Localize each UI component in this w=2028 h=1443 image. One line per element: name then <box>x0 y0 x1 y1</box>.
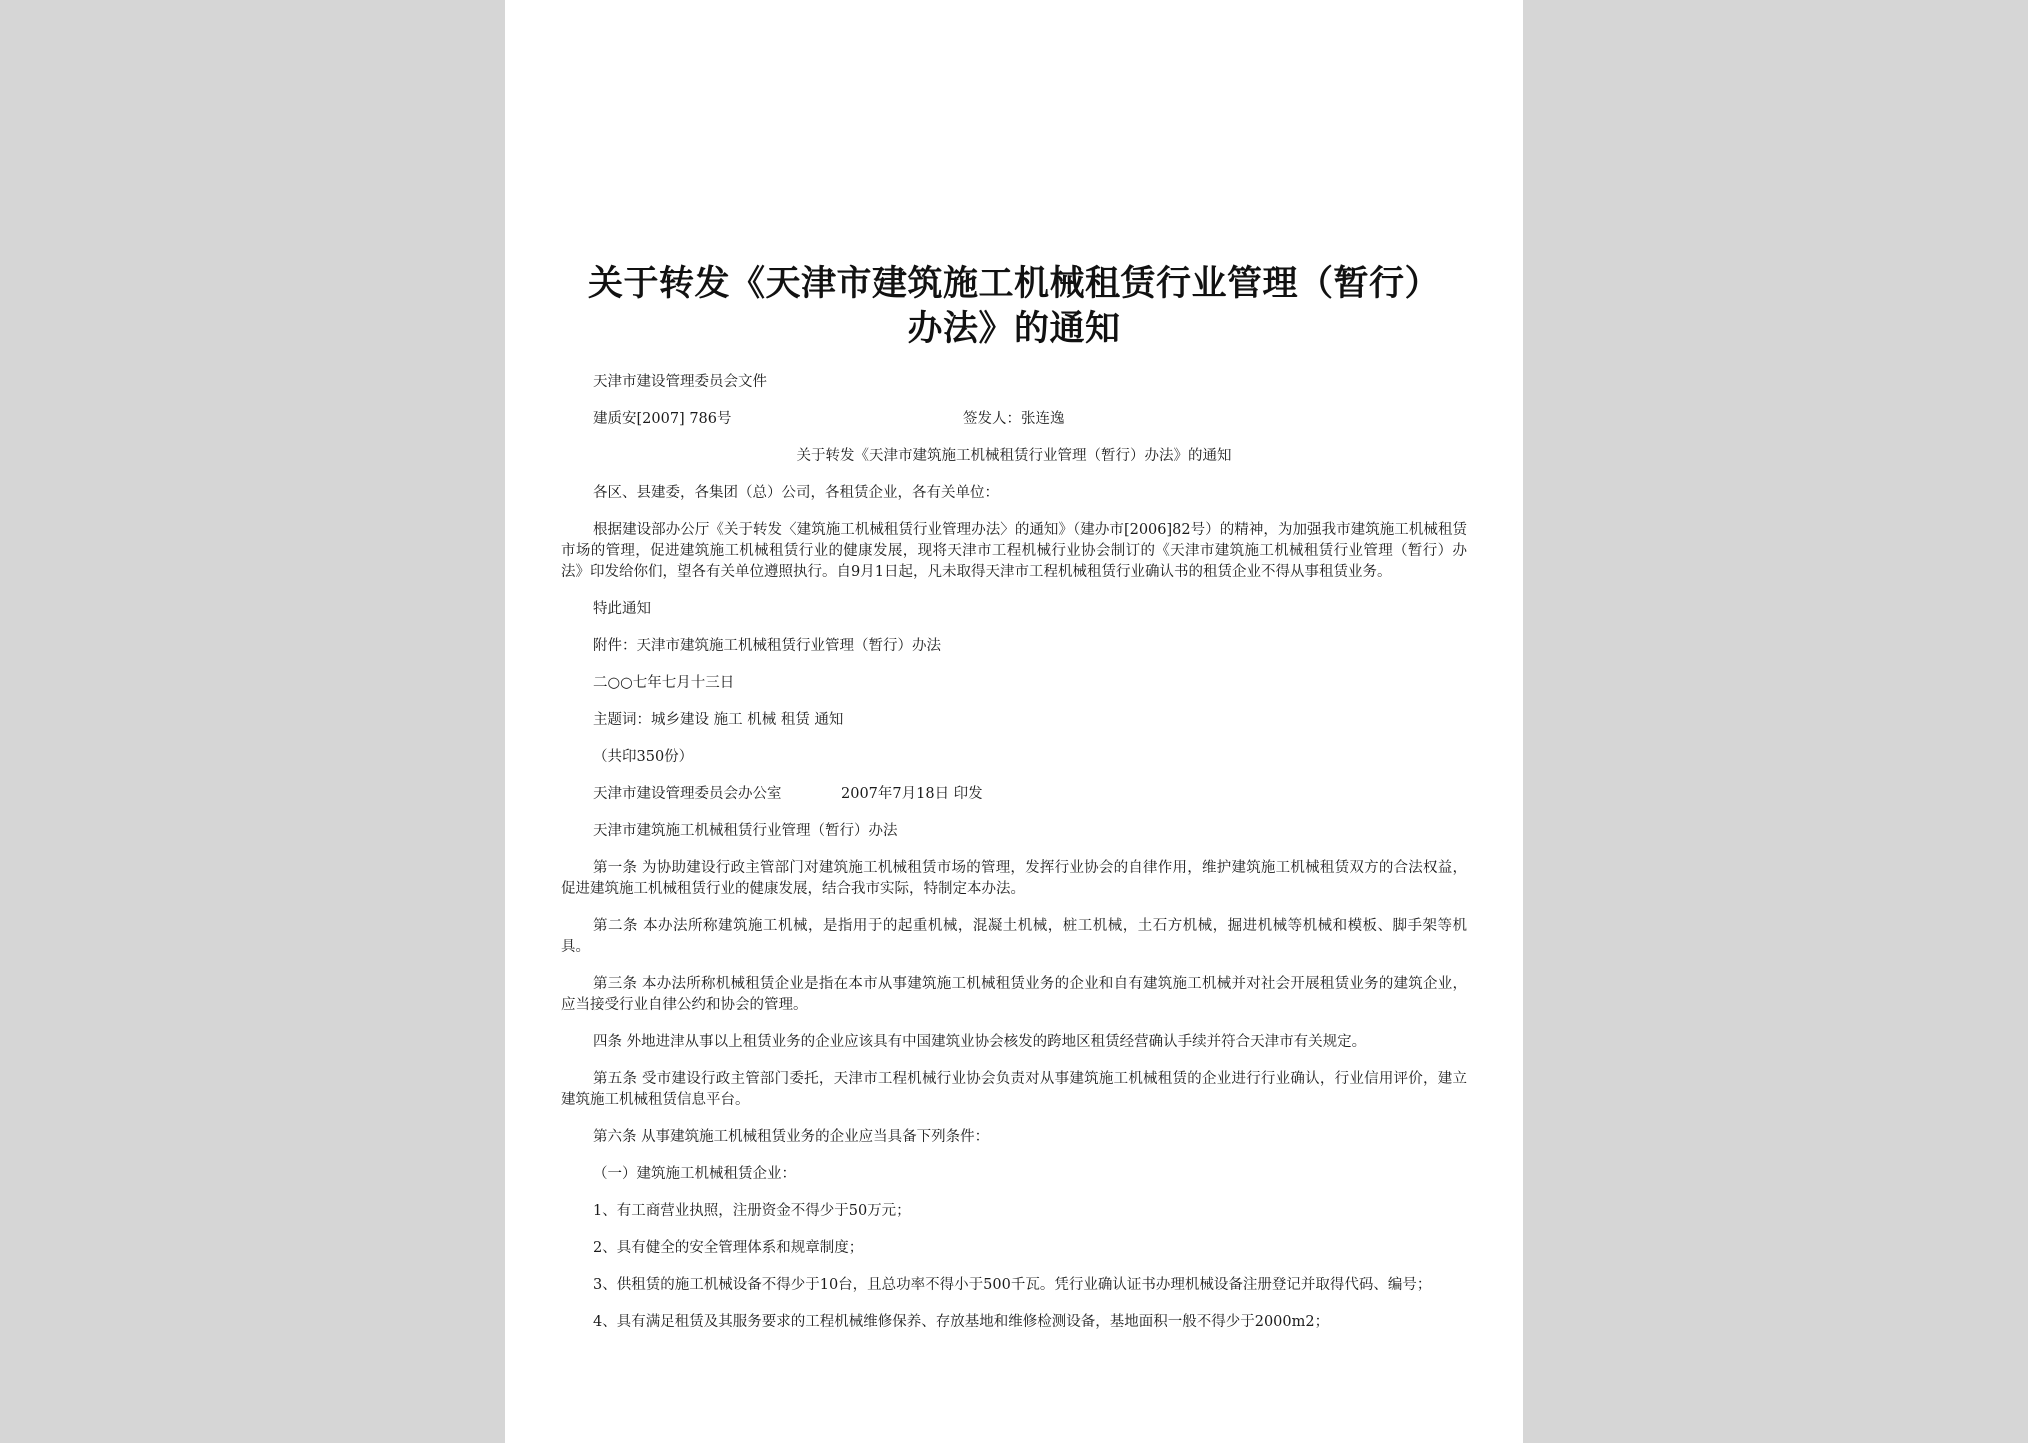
attachment-line: 附件：天津市建筑施工机械租赁行业管理（暂行）办法 <box>593 638 941 654</box>
notice-line: 特此通知 <box>593 601 651 617</box>
keywords-line: 主题词：城乡建设 施工 机械 租赁 通知 <box>593 712 844 728</box>
print-row <box>561 784 1467 805</box>
article-5: 第五条 受市建设行政主管部门委托，天津市工程机械行业协会负责对从事建筑施工机械租赁的企业进行行业确认，行业信用评价，建立建筑施工机械租赁信息平台。 <box>561 1071 1467 1108</box>
article-2: 第二条 本办法所称建筑施工机械，是指用于的起重机械，混凝土机械，桩工机械，土石方机械，掘进机械等机械和模板、脚手架等机具。 <box>561 918 1467 955</box>
document-title <box>561 262 1467 352</box>
doc-number-row <box>561 409 1467 430</box>
condition-1: 1、有工商营业执照，注册资金不得少于50万元； <box>593 1203 911 1219</box>
copies-line: （共印350份） <box>593 749 694 765</box>
body-paragraph: 根据建设部办公厅《关于转发〈建筑施工机械租赁行业管理办法〉的通知》（建办市[2006]82号）的精神，为加强我市建筑施工机械租赁市场的管理，促进建筑施工机械租赁行业的健康发展，现将天津市工程机械行业协会制订的《天津市建筑施工机械租赁行业管理（暂行）办法》印发给你们，望各有关单位遵照执行。自9月1日起，凡未取得天津市工程机械租赁行业确认书的租赁企业不得从事租赁业务。 <box>561 522 1467 580</box>
document-content <box>561 262 1467 1349</box>
print-date: 2007年7月18日 印发 <box>841 786 983 802</box>
condition-3: 3、供租赁的施工机械设备不得少于10台，且总功率不得小于500千瓦。凭行业确认证书办理机械设备注册登记并取得代码、编号； <box>593 1277 1432 1293</box>
issuer-line: 天津市建设管理委员会文件 <box>593 374 767 390</box>
article-3: 第三条 本办法所称机械租赁企业是指在本市从事建筑施工机械租赁业务的企业和自有建筑施工机械并对社会开展租赁业务的建筑企业，应当接受行业自律公约和协会的管理。 <box>561 976 1467 1013</box>
print-office: 天津市建设管理委员会办公室 <box>593 786 782 802</box>
article-1: 第一条 为协助建设行政主管部门对建筑施工机械租赁市场的管理，发挥行业协会的自律作用，维护建筑施工机械租赁双方的合法权益，促进建筑施工机械租赁行业的健康发展，结合我市实际，特制定本办法。 <box>561 860 1467 897</box>
condition-2: 2、具有健全的安全管理体系和规章制度； <box>593 1240 864 1256</box>
signer: 签发人：张连逸 <box>963 411 1065 427</box>
subtitle: 关于转发《天津市建筑施工机械租赁行业管理（暂行）办法》的通知 <box>796 448 1232 464</box>
date-line: 二○○七年七月十三日 <box>593 675 735 691</box>
document-page <box>505 0 1523 1443</box>
condition-heading: （一）建筑施工机械租赁企业： <box>593 1166 796 1182</box>
article-6: 第六条 从事建筑施工机械租赁业务的企业应当具备下列条件： <box>593 1129 990 1145</box>
title-line-2: 办法》的通知 <box>907 309 1121 349</box>
doc-number: 建质安[2007] 786号 <box>593 411 732 427</box>
article-4: 四条 外地进津从事以上租赁业务的企业应该具有中国建筑业协会核发的跨地区租赁经营确认手续并符合天津市有关规定。 <box>593 1034 1367 1050</box>
measure-title: 天津市建筑施工机械租赁行业管理（暂行）办法 <box>593 823 898 839</box>
title-line-1: 关于转发《天津市建筑施工机械租赁行业管理（暂行） <box>587 264 1440 304</box>
condition-4: 4、具有满足租赁及其服务要求的工程机械维修保养、存放基地和维修检测设备，基地面积一般不得少于2000m2； <box>593 1314 1330 1330</box>
addressee: 各区、县建委，各集团（总）公司，各租赁企业，各有关单位： <box>593 485 999 501</box>
